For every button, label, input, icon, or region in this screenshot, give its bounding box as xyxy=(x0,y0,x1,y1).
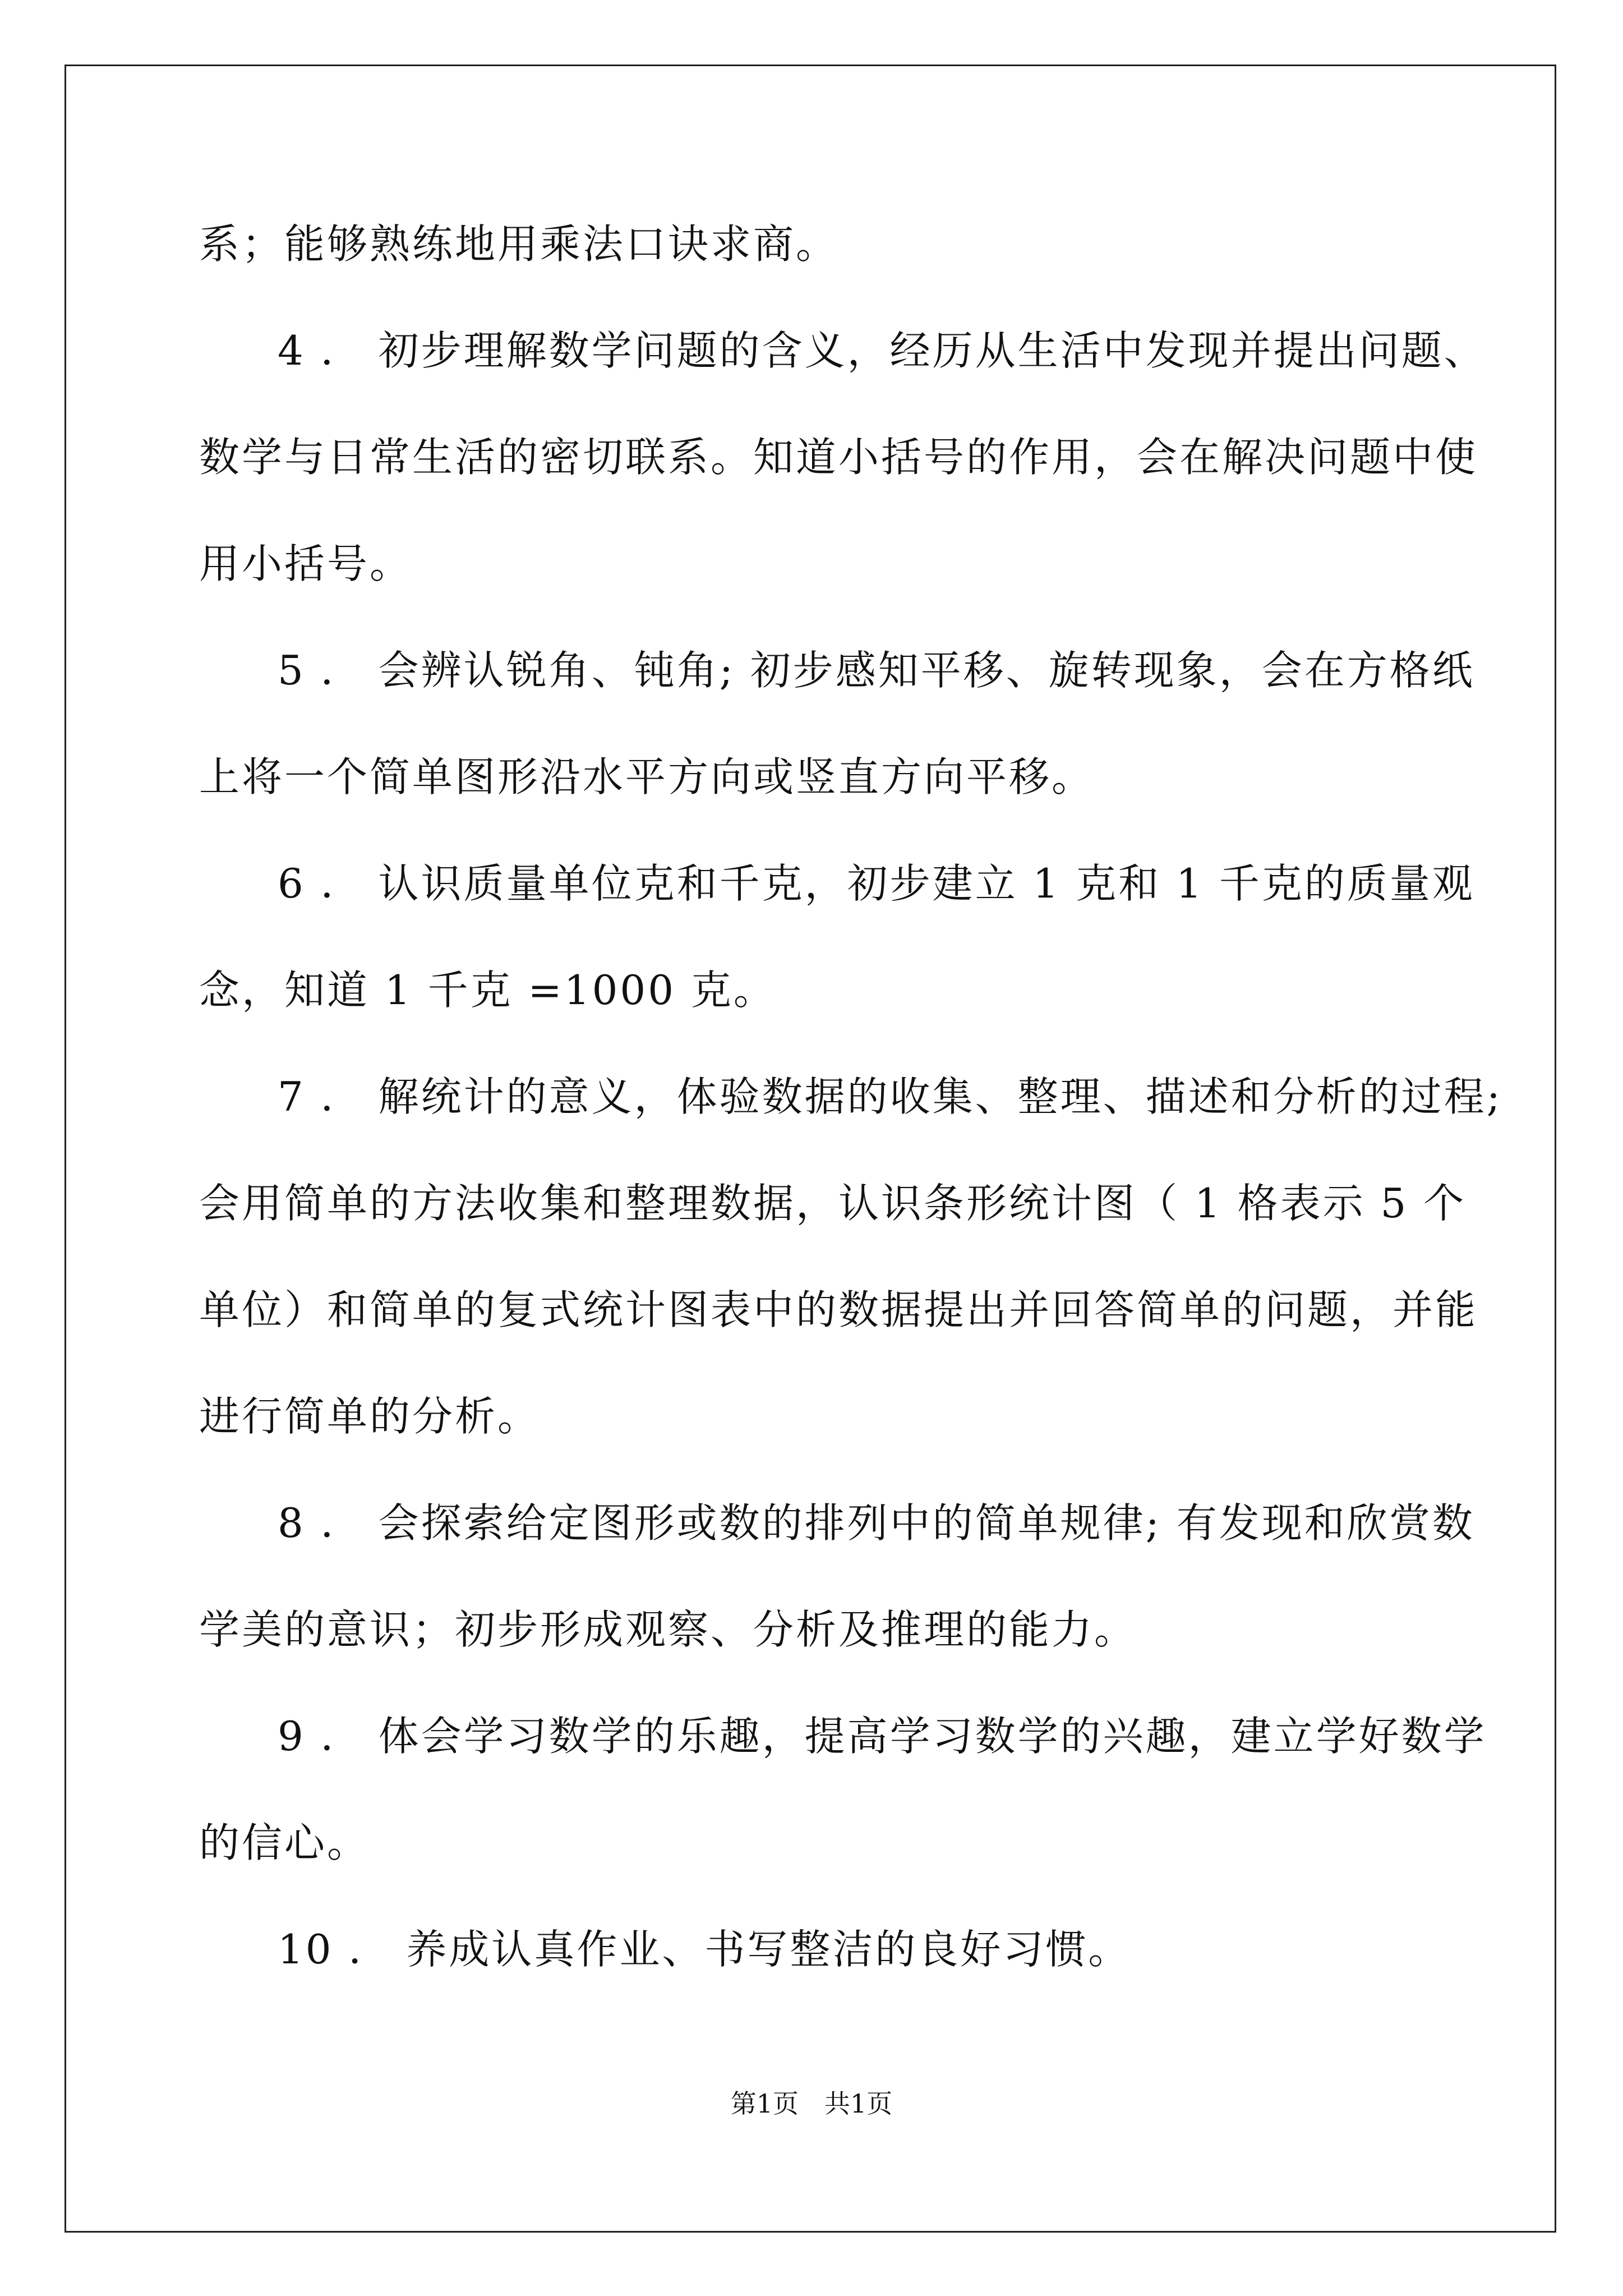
text-line: 上将一个简单图形沿水平方向或竖直方向平移。 xyxy=(199,753,1095,800)
list-item-9: 9 ． 体会学习数学的乐趣，提高学习数学的兴趣，建立学好数学 xyxy=(278,1713,1487,1760)
list-item-7: 7 ． 解统计的意义，体验数据的收集、整理、描述和分析的过程; xyxy=(278,1073,1502,1120)
list-item-6: 6 ． 认识质量单位克和千克，初步建立 1 克和 1 千克的质量观 xyxy=(278,860,1475,907)
list-item-4: 4 ． 初步理解数学问题的含义，经历从生活中发现并提出问题、 xyxy=(278,327,1487,374)
list-item-8: 8 ． 会探索给定图形或数的排列中的简单规律; 有发现和欣赏数 xyxy=(278,1499,1475,1547)
list-item-10: 10 ． 养成认真作业、书写整洁的良好习惯。 xyxy=(278,1926,1131,1973)
page-frame xyxy=(64,65,1556,2233)
text-line: 系；能够熟练地用乘法口诀求商。 xyxy=(199,220,839,268)
text-line: 的信心。 xyxy=(199,1819,370,1866)
text-line: 单位）和简单的复式统计图表中的数据提出并回答简单的问题，并能 xyxy=(199,1286,1478,1333)
text-line: 会用简单的方法收集和整理数据，认识条形统计图（ 1 格表示 5 个 xyxy=(199,1180,1467,1227)
text-line: 念，知道 1 千克 =1000 克。 xyxy=(199,967,776,1014)
text-line: 进行简单的分析。 xyxy=(199,1393,541,1440)
text-line: 用小括号。 xyxy=(199,540,413,587)
text-line: 学美的意识；初步形成观察、分析及推理的能力。 xyxy=(199,1606,1137,1653)
text-line: 数学与日常生活的密切联系。知道小括号的作用，会在解决问题中使 xyxy=(199,434,1478,481)
page-number: 第1页 共1页 xyxy=(730,2088,893,2119)
list-item-5: 5 ． 会辨认锐角、钝角; 初步感知平移、旋转现象，会在方格纸 xyxy=(278,647,1475,694)
